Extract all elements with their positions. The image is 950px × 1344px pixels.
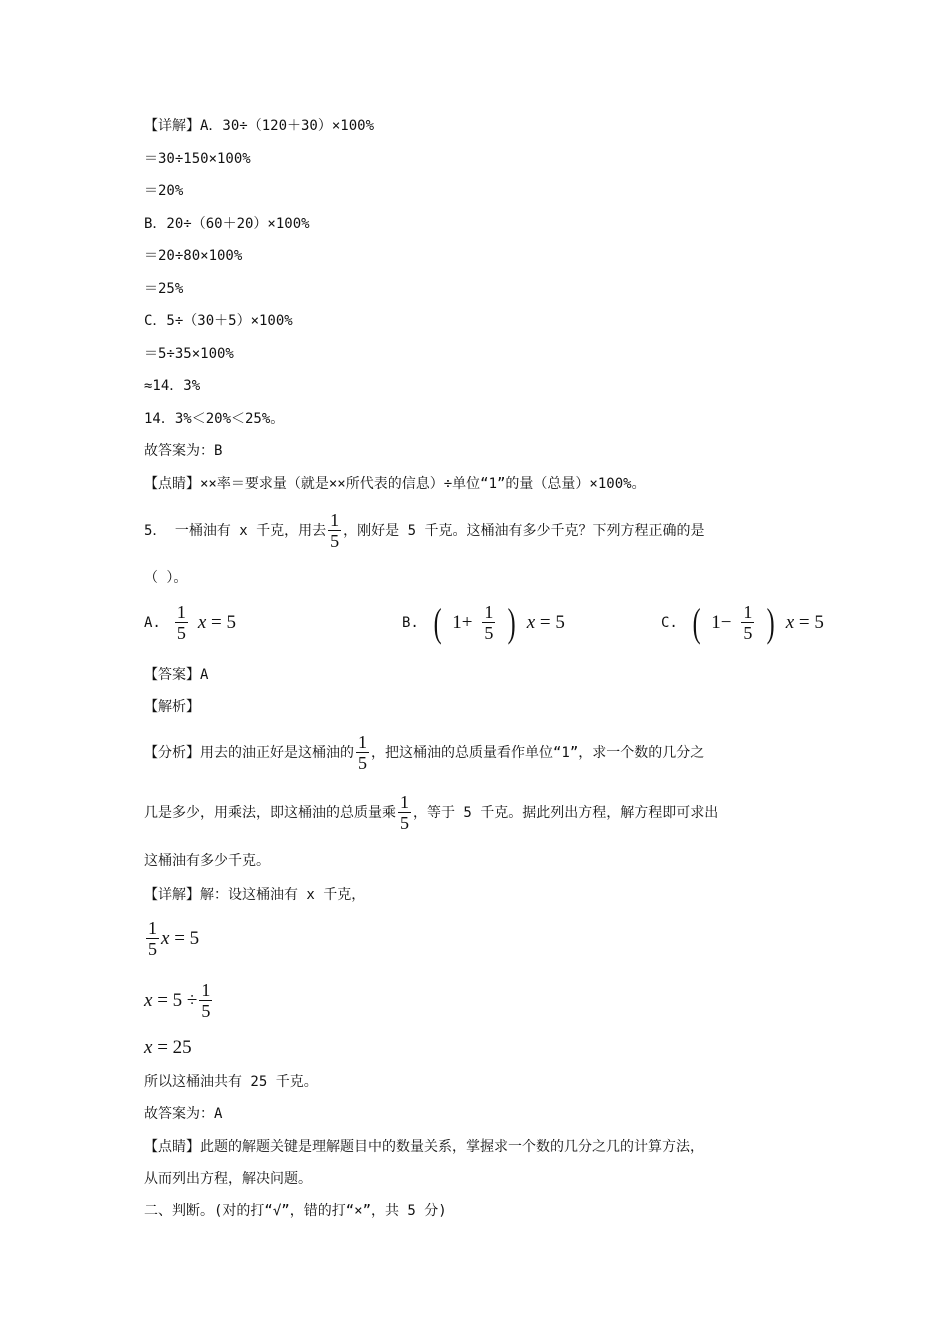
analysis-fraction-1: [356, 732, 369, 773]
fraction-denominator: 5: [176, 623, 186, 643]
eq2-var: x: [144, 989, 153, 1011]
eq3-var: x: [144, 1037, 153, 1058]
option-c: [661, 599, 824, 645]
option-c-label: C.: [661, 614, 678, 631]
eq2-mid: = 5 ÷: [157, 989, 198, 1011]
q5-answer: 【答案】A: [144, 667, 209, 683]
option-b-var: x: [526, 611, 536, 633]
a-step2: ＝20%: [144, 183, 184, 199]
option-b-fraction: [482, 602, 495, 643]
eq3-rhs: = 25: [157, 1037, 192, 1058]
right-paren-icon: ): [767, 599, 776, 645]
q5-final: 故答案为：A: [144, 1106, 223, 1122]
b-step2: ＝25%: [144, 281, 184, 297]
analysis-2b: ，等于 5 千克。据此列出方程，解方程即可求出: [413, 804, 719, 821]
fraction-numerator: 1: [330, 510, 340, 530]
option-c-rhs: = 5: [798, 611, 824, 633]
fraction-numerator: 1: [743, 602, 753, 622]
option-a-fraction: [175, 602, 188, 643]
right-paren-icon: ): [508, 599, 517, 645]
analysis-1b: ，把这桶油的总质量看作单位“1”，求一个数的几分之: [371, 744, 705, 761]
c-step1: ＝5÷35×100%: [144, 346, 234, 362]
analysis-2a: 几是多少，用乘法，即这桶油的总质量乘: [144, 804, 396, 821]
option-c-var: x: [785, 611, 795, 633]
q5-stem: [144, 510, 704, 551]
eq1-fraction: [146, 918, 159, 959]
eq1-rhs: = 5: [174, 927, 200, 949]
option-b-rhs: = 5: [539, 611, 565, 633]
q5-tip-2: 从而列出方程，解决问题。: [144, 1171, 312, 1187]
fraction-denominator: 5: [484, 623, 494, 643]
option-a-rhs: = 5: [211, 611, 237, 633]
tip-line: 【点睛】××率＝要求量（就是××所代表的信息）÷单位“1”的量（总量）×100%。: [144, 476, 646, 492]
b-line: B．20÷（60＋20）×100%: [144, 216, 310, 232]
option-b: [402, 599, 565, 645]
c-step2: ≈14．3%: [144, 378, 201, 394]
equation-3: [144, 1038, 192, 1058]
option-b-op: 1+: [452, 611, 473, 633]
eq2-fraction: [199, 980, 212, 1021]
q5-analysis-line1: [144, 732, 704, 773]
option-b-label: B.: [402, 614, 419, 631]
q5-analysis-title: 【解析】: [144, 699, 200, 715]
q5-conclusion: 所以这桶油共有 25 千克。: [144, 1074, 318, 1090]
fraction-denominator: 5: [743, 623, 753, 643]
equation-2: [144, 980, 214, 1021]
answer-line: 故答案为：B: [144, 443, 223, 459]
left-paren-icon: (: [692, 599, 701, 645]
detail-a-line: 【详解】A．30÷（120＋30）×100%: [144, 118, 375, 134]
left-paren-icon: (: [433, 599, 442, 645]
q5-analysis-line2: [144, 792, 718, 833]
fraction-denominator: 5: [330, 531, 340, 551]
analysis-fraction-2: [398, 792, 411, 833]
q5-stem-after: ，刚好是 5 千克。这桶油有多少千克？下列方程正确的是: [343, 522, 705, 539]
q5-detail: 【详解】解：设这桶油有 x 千克，: [144, 887, 366, 903]
analysis-1a: 【分析】用去的油正好是这桶油的: [144, 744, 354, 761]
eq1-var: x: [161, 927, 170, 949]
c-line: C．5÷（30＋5）×100%: [144, 313, 293, 329]
fraction-numerator: 1: [148, 918, 157, 938]
option-a-var: x: [197, 611, 207, 633]
q5-stem-paren: （ ）。: [144, 570, 188, 586]
q5-analysis-line3: 这桶油有多少千克。: [144, 853, 270, 869]
fraction-numerator: 1: [484, 602, 494, 622]
fraction-numerator: 1: [176, 602, 186, 622]
fraction-numerator: 1: [201, 980, 211, 1000]
fraction-numerator: 1: [400, 792, 409, 812]
fraction-denominator: 5: [358, 753, 367, 773]
option-a: [144, 602, 236, 643]
fraction-denominator: 5: [148, 939, 157, 959]
compare-line: 14．3%＜20%＜25%。: [144, 411, 285, 427]
b-step1: ＝20÷80×100%: [144, 248, 243, 264]
q5-stem-before: 5． 一桶油有 x 千克，用去: [144, 522, 327, 539]
fraction-denominator: 5: [201, 1001, 211, 1021]
fraction-denominator: 5: [400, 813, 409, 833]
option-c-op: 1−: [711, 611, 732, 633]
section2-title: 二、判断。(对的打“√”，错的打“×”，共 5 分): [144, 1203, 447, 1219]
q5-tip-1: 【点睛】此题的解题关键是理解题目中的数量关系，掌握求一个数的几分之几的计算方法，: [144, 1139, 704, 1155]
fraction-numerator: 1: [358, 732, 367, 752]
option-a-label: A.: [144, 614, 161, 631]
q5-stem-fraction: [328, 510, 341, 551]
option-c-fraction: [741, 602, 754, 643]
equation-1: [144, 918, 199, 959]
a-step1: ＝30÷150×100%: [144, 151, 251, 167]
